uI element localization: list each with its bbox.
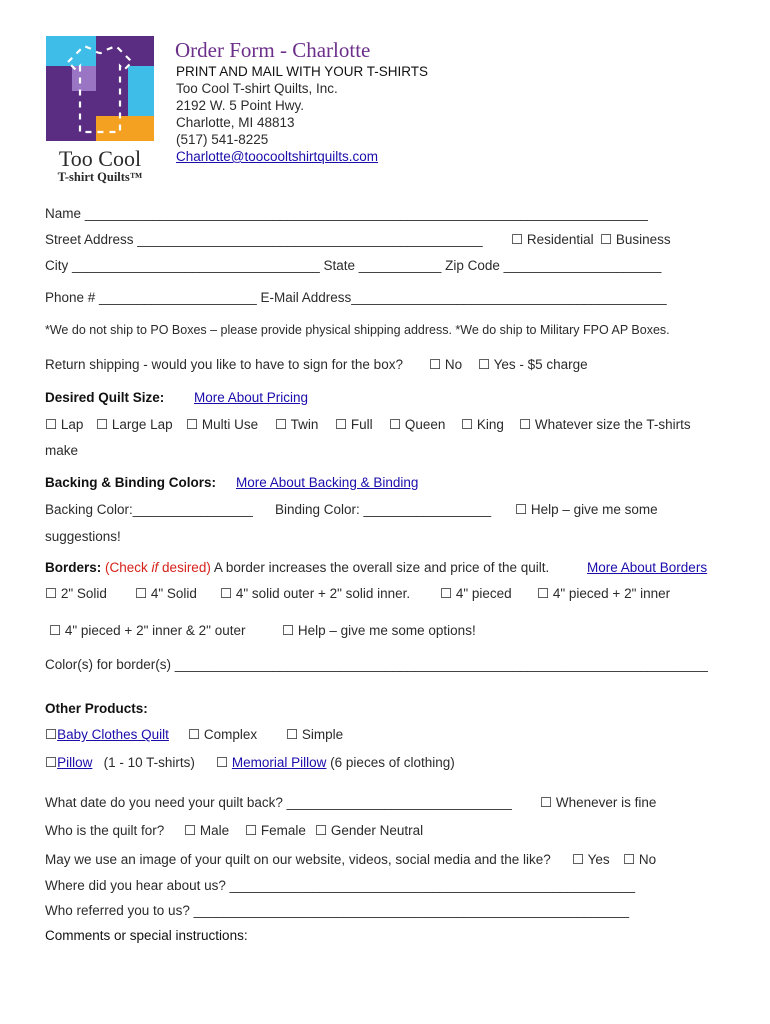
memorial-pillow-link[interactable]: Memorial Pillow	[231, 755, 327, 770]
comments-label: Comments or special instructions:	[45, 928, 248, 943]
border-4in-outer-2in-inner-checkbox[interactable]: ☐ 4" solid outer + 2" solid inner.	[220, 586, 411, 601]
quilt-logo-graphic	[46, 36, 154, 141]
pillow-note: (1 - 10 T-shirts)	[103, 755, 195, 770]
image-use-question: May we use an image of your quilt on our website, videos, social media and the like?	[45, 852, 551, 867]
business-checkbox[interactable]: ☐ Business	[600, 232, 671, 247]
size-queen-checkbox[interactable]: ☐ Queen	[389, 417, 446, 432]
company-street: 2192 W. 5 Point Hwy.	[176, 98, 305, 113]
other-products-heading: Other Products:	[45, 701, 148, 716]
residential-checkbox[interactable]: ☐ Residential	[511, 232, 594, 247]
baby-clothes-row	[45, 727, 169, 743]
pricing-link[interactable]: More About Pricing	[194, 390, 309, 405]
border-help-checkbox[interactable]: ☐ Help – give me some options!	[282, 623, 476, 638]
border-colors-field[interactable]: Color(s) for border(s) _______________________________________________________________________	[45, 657, 708, 672]
border-4in-pieced-2in-inner-checkbox[interactable]: ☐ 4" pieced + 2" inner	[537, 586, 671, 601]
backing-heading: Backing & Binding Colors:	[45, 475, 217, 490]
return-no-checkbox[interactable]: ☐ No	[429, 357, 463, 372]
size-whatever-checkbox[interactable]: ☐ Whatever size the T-shirts	[519, 417, 691, 432]
pillow-row	[45, 755, 195, 771]
size-multi-use-checkbox[interactable]: ☐ Multi Use	[186, 417, 259, 432]
image-use-no-checkbox[interactable]: ☐ No	[623, 852, 657, 867]
logo-brand-line2: T-shirt Quilts™	[57, 170, 143, 184]
referred-by-field[interactable]: Who referred you to us? __________________________________________________________	[45, 903, 630, 918]
page-title: Order Form - Charlotte	[175, 38, 371, 62]
female-checkbox[interactable]: ☐ Female	[245, 823, 306, 838]
border-4in-solid-checkbox[interactable]: ☐ 4" Solid	[135, 586, 197, 601]
who-for-label: Who is the quilt for?	[45, 823, 165, 838]
border-4in-pieced-checkbox[interactable]: ☐ 4" pieced	[440, 586, 512, 601]
backing-help-continuation: suggestions!	[45, 529, 121, 544]
size-lap-checkbox[interactable]: ☐ Lap	[45, 417, 84, 432]
company-phone: (517) 541-8225	[176, 132, 269, 147]
date-needed-field[interactable]: What date do you need your quilt back? ______________________________	[45, 795, 512, 810]
borders-check-close: desired)	[158, 560, 211, 575]
borders-check-if: if	[151, 560, 159, 575]
gender-neutral-checkbox[interactable]: ☐ Gender Neutral	[315, 823, 424, 838]
size-full-checkbox[interactable]: ☐ Full	[335, 417, 373, 432]
size-large-lap-checkbox[interactable]: ☐ Large Lap	[96, 417, 173, 432]
memorial-pillow-row	[216, 755, 455, 771]
size-twin-checkbox[interactable]: ☐ Twin	[275, 417, 319, 432]
borders-link[interactable]: More About Borders	[587, 560, 708, 575]
backing-color-field[interactable]: Backing Color:________________	[45, 502, 253, 517]
quilt-size-heading: Desired Quilt Size:	[45, 390, 165, 405]
size-whatever-continuation: make	[45, 443, 79, 458]
image-use-yes-checkbox[interactable]: ☐ Yes	[572, 852, 610, 867]
whenever-checkbox[interactable]: ☐ Whenever is fine	[540, 795, 657, 810]
company-name: Too Cool T-shirt Quilts, Inc.	[176, 81, 338, 96]
pillow-checkbox[interactable]: ☐	[45, 755, 58, 770]
borders-description: A border increases the overall size and price of the quilt.	[210, 560, 550, 575]
border-pieced-inner-outer-checkbox[interactable]: ☐ 4" pieced + 2" inner & 2" outer	[49, 623, 246, 638]
border-2in-solid-checkbox[interactable]: ☐ 2" Solid	[45, 586, 107, 601]
memorial-pillow-note: (6 pieces of clothing)	[330, 755, 455, 770]
simple-checkbox[interactable]: ☐ Simple	[286, 727, 344, 742]
borders-intro	[45, 560, 549, 575]
phone-email-field[interactable]: Phone # _____________________ E-Mail Address__________________________________________	[45, 290, 667, 305]
baby-clothes-link[interactable]: Baby Clothes Quilt	[57, 727, 169, 742]
city-state-zip-field[interactable]: City _________________________________ State ___________ Zip Code _____________________	[45, 258, 662, 273]
size-king-checkbox[interactable]: ☐ King	[461, 417, 504, 432]
memorial-pillow-checkbox[interactable]: ☐	[216, 755, 229, 770]
return-yes-checkbox[interactable]: ☐ Yes - $5 charge	[478, 357, 588, 372]
shipping-note: *We do not ship to PO Boxes – please provide physical shipping address. *We do ship to Military FPO AP Boxes.	[45, 323, 670, 337]
pillow-link[interactable]: Pillow	[57, 755, 93, 770]
street-address-field[interactable]: Street Address ______________________________________________	[45, 232, 483, 247]
name-field[interactable]: Name ___________________________________________________________________________	[45, 206, 648, 221]
binding-color-field[interactable]: Binding Color: _________________	[275, 502, 492, 517]
borders-check-open: (Check	[105, 560, 152, 575]
borders-heading: Borders:	[45, 560, 102, 575]
complex-checkbox[interactable]: ☐ Complex	[188, 727, 258, 742]
company-email-link[interactable]: Charlotte@toocooltshirtquilts.com	[176, 149, 379, 164]
return-shipping-question: Return shipping - would you like to have to sign for the box?	[45, 357, 403, 372]
baby-clothes-checkbox[interactable]: ☐	[45, 727, 58, 742]
company-logo	[46, 36, 154, 186]
company-city: Charlotte, MI 48813	[176, 115, 295, 130]
where-heard-field[interactable]: Where did you hear about us? ______________________________________________________	[45, 878, 636, 893]
backing-help-checkbox[interactable]: ☐ Help – give me some	[515, 502, 658, 517]
form-subtitle: PRINT AND MAIL WITH YOUR T-SHIRTS	[176, 64, 429, 79]
male-checkbox[interactable]: ☐ Male	[184, 823, 230, 838]
backing-binding-link[interactable]: More About Backing & Binding	[236, 475, 419, 490]
logo-brand-line1: Too Cool	[58, 146, 142, 171]
